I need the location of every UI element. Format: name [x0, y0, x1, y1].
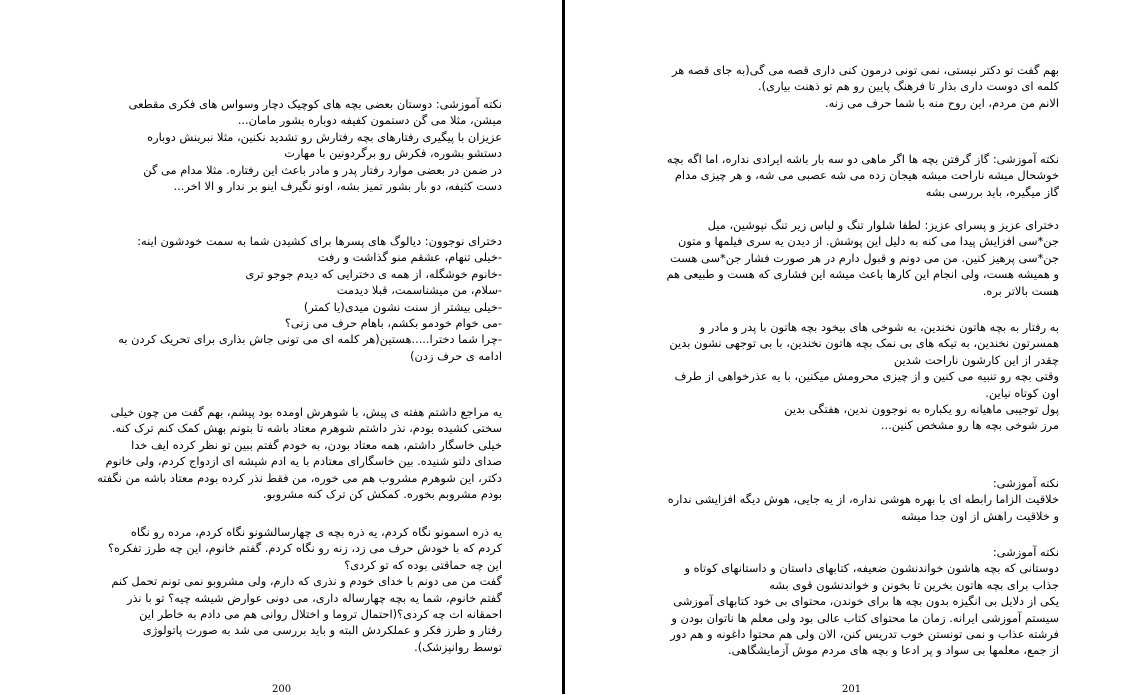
- paragraph-teen-girls-dialogues: [82, 233, 502, 364]
- text-line: بودم مشروبم بخوره. کمکش کن ترک کنه مشروبو.: [262, 487, 502, 502]
- text-line: نکته آموزشی: گاز گرفتن بچه ها اگر ماهی دو سه بار باشه ایرادی نداره، اما اگه بچه: [666, 152, 1059, 166]
- paragraph-reading-tip: [652, 544, 1059, 659]
- paragraph-client-story: [82, 404, 502, 502]
- text-line: دکتر، این شوهرم مشروب هم می خوره، من فقط نذر کرده بودم معتاد باشه من نگفته: [97, 470, 502, 485]
- text-line: خیلی خاسگار داشتم، همه معتاد بودن، به خودم گفتم ببین تو نظر کرده ایف خدا: [131, 437, 502, 452]
- text-line: چقدر از این کارشون ناراحت شدین: [893, 352, 1059, 367]
- text-line: یکی از دلایل بی انگیزه بدون بچه ها برای خوندن، محتوای بی خود کتابهای آموزشی: [673, 594, 1059, 609]
- book-spine: [562, 0, 565, 694]
- page-number: 201: [842, 684, 862, 695]
- paragraph-teens-advice: [652, 217, 1059, 299]
- text-line: اون کوتاه نیاین.: [985, 385, 1059, 400]
- text-line: نکته آموزشی:: [992, 476, 1059, 490]
- left-page: [0, 0, 560, 694]
- text-line: -خیلی بیشتر از سنت نشون میدی(یا کمتر): [303, 299, 502, 314]
- right-page: [570, 0, 1130, 694]
- text-line: سیستم آموزشی ایرانه. زمان ما محتوای کتاب عالی بود ولی معلم ها ناتوان بودن و: [671, 610, 1059, 625]
- text-line: -خانوم خوشگله، از همه ی دخترایی که دیدم جوجو تری: [245, 266, 502, 281]
- text-line: گاز میگیره، باید بررسی بشه: [925, 184, 1059, 199]
- text-line: دستشو بشوره، فکرش رو برگردونین با مهارت: [284, 146, 502, 161]
- text-line: دست کثیفه، دو بار بشور تمیز بشه، اونو نگیرف اینو بر ندار و الا اخر...: [173, 179, 502, 194]
- paragraph-biting-tip: [652, 151, 1059, 200]
- text-line: دوستانی که بچه هاشون خواندنشون ضعیفه، کتابهای داستان و داستانهای کوتاه و: [684, 561, 1059, 576]
- text-line: کلمه ای دوست داری بذار تا فرهنگ پایین رو هم تو ذهنت بیاری).: [757, 79, 1059, 94]
- text-line: و خلاقیت راهش از اون جدا میشه: [900, 508, 1059, 523]
- text-line: وقتی بچه رو تنبیه می کنین و از چیزی محرومش میکنین، با یه عذرخواهی از طرف: [674, 369, 1059, 384]
- text-line: دخترای نوجوون: دیالوگ های پسرها برای کشیدن شما به سمت خودشون اینه:: [137, 234, 502, 248]
- paragraph-parenting-tips: [652, 319, 1059, 434]
- page-number: 200: [272, 684, 292, 695]
- text-line: گفتم خانوم، شما یه بچه چهارساله داری، می دونی عوارض شیشه چیه؟ تو با نذر: [126, 590, 502, 605]
- text-line: توسط روانپزشک).: [414, 639, 502, 654]
- text-line: پول توجیبی ماهیانه رو یکباره به نوجوون ندین، هفتگی بدین: [784, 402, 1059, 417]
- paragraph-client-story-continued: [82, 524, 502, 655]
- text-line: خلاقیت الزاما رابطه ای با بهره هوشی نداره، از یه جایی، هوش دیگه افزایشی نداره: [667, 492, 1059, 507]
- text-line: رفتار و طرز فکر و عملکردش البته و باید بررسی می شد به صورت پاتولوژی: [142, 623, 502, 638]
- text-line: نکته آموزشی: دوستان بعضی بچه های کوچیک دچار وسواس های فکری مقطعی: [128, 97, 502, 111]
- text-line: این چه حماقتی بوده که تو کردی؟: [344, 557, 502, 572]
- text-line: خوشحال میشه ناراحت میشه هیجان زده می شه عصبی می شه، و هر چیزی مدام: [674, 168, 1059, 183]
- text-line: -چرا شما دخترا.....هستین(هر کلمه ای می تونی جاش بذاری برای تحریک کردن به: [118, 332, 502, 347]
- paragraph-creativity-tip: [652, 475, 1059, 524]
- text-line: صدای دلتو شنیده. بین خاسگارای معتادم با یه ادم شیشه ای ازدواج کردم، ولی خانوم: [105, 454, 502, 469]
- text-line: الانم من مردم، این روح منه با شما حرف می زنه.: [825, 95, 1059, 110]
- text-line: بهم گفت تو دکتر نیستی، نمی تونی درمون کنی داری قصه می گی(به جای قصه هر: [671, 63, 1059, 77]
- text-line: یه مراجع داشتم هفته ی پیش، با شوهرش اومده بود پیشم، بهم گفت من چون خیلی: [110, 405, 502, 419]
- text-line: ادامه ی حرف زدن): [410, 348, 502, 363]
- text-line: جن*سی پرهیز کنین. من می دونم و قبول دارم در هر صورت فشار جن*سی هست: [670, 250, 1059, 265]
- text-line: هست بالاتر بره.: [982, 283, 1059, 298]
- text-line: مرز شوخی بچه ها رو مشخص کنین...: [880, 418, 1059, 433]
- text-line: جن*سی افزایش پیدا می کنه به دلیل این پوشش. از دیدن یه سری فیلمها و متون: [678, 234, 1059, 249]
- text-line: نکته آموزشی:: [992, 545, 1059, 559]
- text-line: از جمع، معلمها بی سواد و پر ادعا و بچه های مردم موش آزمایشگاهی.: [728, 643, 1059, 658]
- text-line: -خیلی تنهام، عشقم منو گذاشت و رفت: [317, 250, 502, 265]
- text-line: گفت من می دونم با خدای خودم و نذری که دارم، ولی مشروبو نمی تونم تحمل کنم: [111, 574, 502, 589]
- paragraph-doctor-story: [652, 62, 1059, 111]
- text-line: عزیزان با پیگیری رفتارهای بچه رفتارش رو تشدید نکنین، مثلا نبرینش دوباره: [147, 129, 502, 144]
- text-line: کردم که با خودش حرف می زد، زنه رو نگاه کردم. گفتم خانوم، این چه طرز تفکره؟: [108, 541, 502, 556]
- text-line: در ضمن در بعضی موارد رفتار پدر و مادر باعث این رفتاره. مثلا مدام می گن: [143, 162, 502, 177]
- text-line: جذاب برای بچه هاتون بخرین تا بخونن و خواندنشون قوی بشه: [769, 577, 1059, 592]
- text-line: و همیشه هست، ولی انجام این کارها باعث میشه این فشاری که هست و طبیعی هم: [666, 267, 1059, 282]
- text-line: -سلام، من میشناسمت، قبلا دیدمت: [336, 283, 502, 298]
- text-line: همسرتون نخندین، به تیکه های بی نمک بچه هاتون نخندین، با بی توجهی نشون بدین: [669, 336, 1059, 351]
- text-line: سختی کشیده بودم، نذر داشتم شوهرم معتاد باشه تا بتونم بهش کمک کنم ترک کنه.: [111, 421, 502, 436]
- text-line: دخترای عزیز و پسرای عزیز: لطفا شلوار تنگ و لباس زیر تنگ نپوشین، میل: [707, 218, 1059, 232]
- text-line: -می خوام خودمو بکشم، باهام حرف می زنی؟: [284, 316, 502, 331]
- text-line: فرشته عذاب و نمی تونستن خوب تدریس کنن، الان ولی هم محتوا داغونه و هم دور: [670, 627, 1059, 642]
- text-line: به رفتار به بچه هاتون نخندین، به شوخی های بیخود بچه هاتون با پدر و مادر و: [699, 320, 1059, 334]
- text-line: میشن، مثلا می گن دستمون کفیفه دوباره بشور مامان...: [237, 113, 502, 128]
- text-line: احمقانه ات چه کردی؟(احتمال تروما و اختلال روانی هم می دادم به خاطر این: [139, 607, 502, 622]
- text-line: یه ذره اسمونو نگاه کردم، یه ذره بچه ی چهارسالشونو نگاه کردم، مرده رو نگاه: [130, 525, 502, 539]
- paragraph-ocd-tip: [82, 96, 502, 194]
